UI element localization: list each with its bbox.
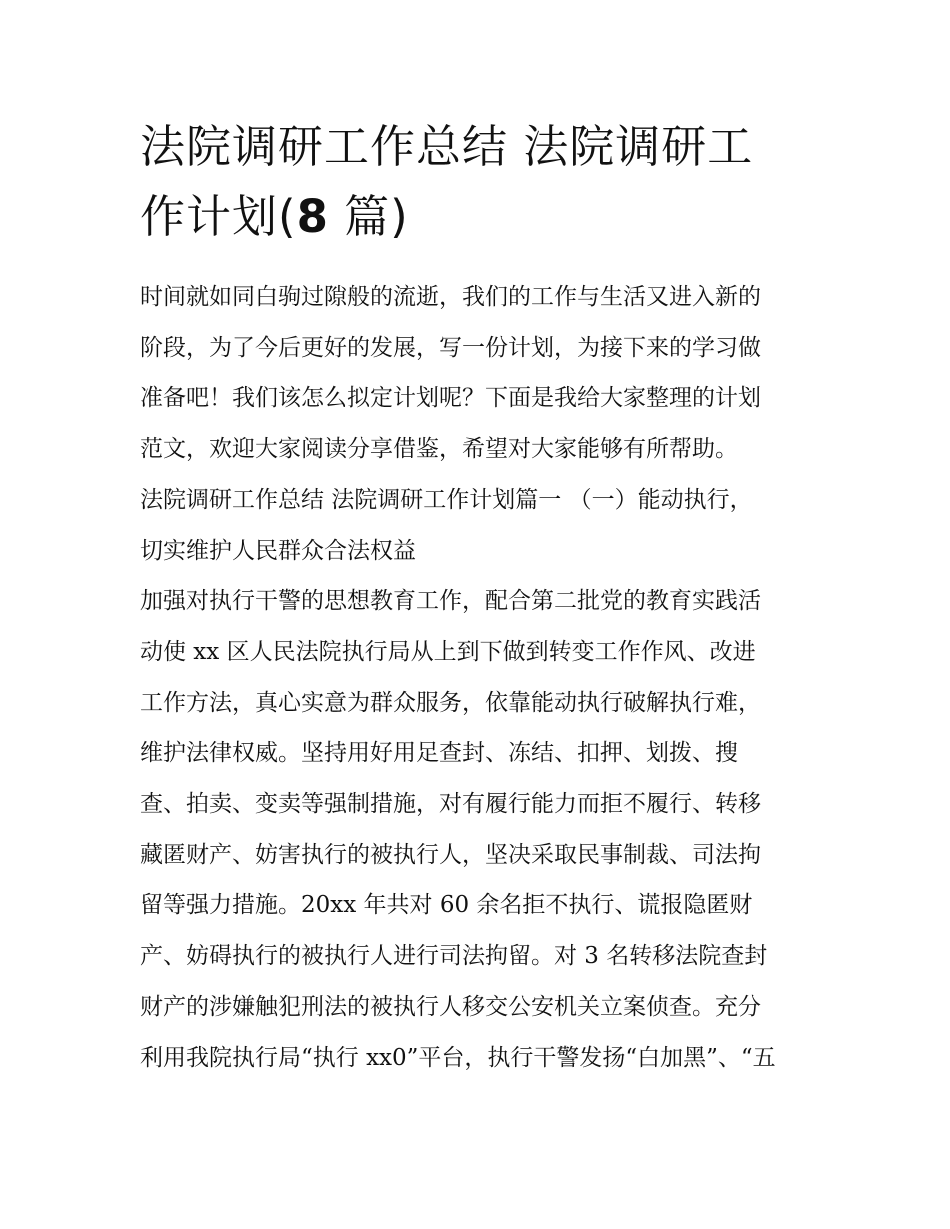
text-line: 加强对执行干警的思想教育工作，配合第二批党的教育实践活 bbox=[140, 588, 761, 615]
text-line: 动使 xx 区人民法院执行局从上到下做到转变工作作风、改进 bbox=[140, 638, 756, 665]
title-line-2-prefix: 作计划( bbox=[140, 190, 297, 243]
title-line-1: 法院调研工作总结 法院调研工 bbox=[140, 120, 754, 173]
intro-paragraph bbox=[140, 272, 820, 475]
text-line: 切实维护人民群众合法权益 bbox=[140, 537, 416, 564]
title-line-2 bbox=[140, 182, 820, 252]
text-line: 工作方法，真心实意为群众服务，依靠能动执行破解执行难， bbox=[140, 689, 761, 716]
text-line: 法院调研工作总结 法院调研工作计划篇一 （一）能动执行， bbox=[140, 486, 753, 513]
document-title bbox=[140, 112, 820, 252]
text-line: 范文，欢迎大家阅读分享借鉴，希望对大家能够有所帮助。 bbox=[140, 436, 738, 463]
text-line: 准备吧！我们该怎么拟定计划呢？下面是我给大家整理的计划 bbox=[140, 385, 761, 412]
text-line: 维护法律权威。坚持用好用足查封、冻结、扣押、划拨、搜 bbox=[140, 740, 738, 767]
text-line: 藏匿财产、妨害执行的被执行人，坚决采取民事制裁、司法拘 bbox=[140, 841, 761, 868]
text-line: 阶段，为了今后更好的发展，写一份计划，为接下来的学习做 bbox=[140, 334, 761, 361]
title-line-2-suffix: 篇) bbox=[328, 190, 409, 243]
document-page bbox=[140, 112, 820, 1083]
body-paragraph bbox=[140, 576, 820, 1083]
text-line: 查、拍卖、变卖等强制措施，对有履行能力而拒不履行、转移 bbox=[140, 791, 761, 818]
text-line: 留等强力措施。20xx 年共对 60 余名拒不执行、谎报隐匿财 bbox=[140, 892, 753, 919]
text-line: 财产的涉嫌触犯刑法的被执行人移交公安机关立案侦查。充分 bbox=[140, 993, 761, 1020]
title-number: 8 bbox=[296, 190, 329, 243]
text-line: 利用我院执行局“执行 xx0”平台，执行干警发扬“白加黑”、“五 bbox=[140, 1044, 776, 1071]
section-heading-paragraph bbox=[140, 475, 820, 576]
document-body bbox=[140, 272, 820, 1083]
text-line: 产、妨碍执行的被执行人进行司法拘留。对 3 名转移法院查封 bbox=[140, 943, 768, 970]
text-line: 时间就如同白驹过隙般的流逝，我们的工作与生活又进入新的 bbox=[140, 284, 761, 310]
